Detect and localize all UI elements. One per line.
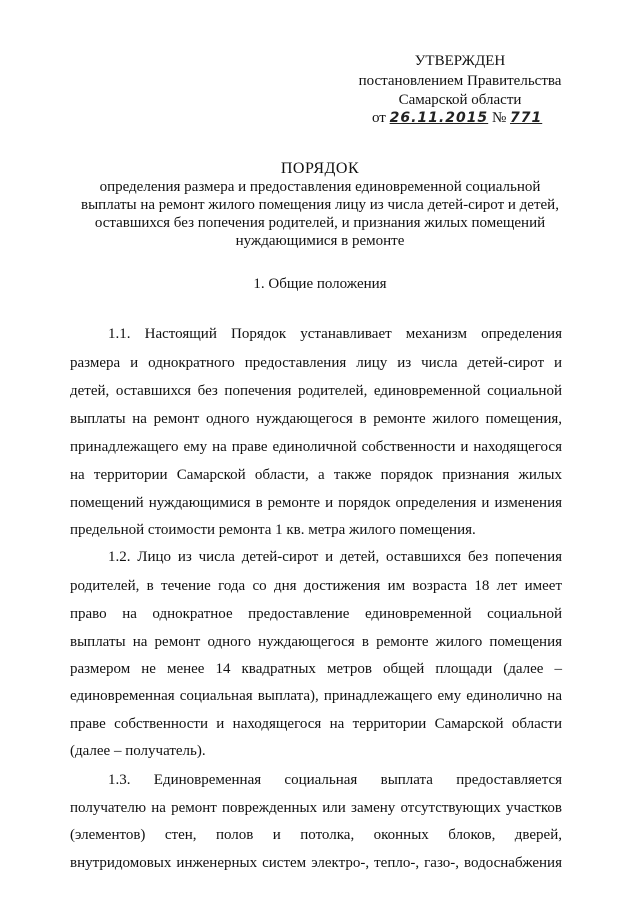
paragraph-line: помещений нуждающимися в ремонте и порядок определения и изменения	[70, 495, 562, 511]
paragraph-line: 1.2. Лицо из числа детей-сирот и детей, оставшихся без попечения	[108, 549, 562, 565]
approval-line-3: Самарской области	[398, 92, 522, 108]
approval-block	[330, 52, 590, 132]
paragraph-line: (далее – получатель).	[70, 743, 206, 759]
paragraph-line: праве собственности и находящегося на территории Самарской области	[70, 716, 562, 732]
paragraph-line: внутридомовых инженерных систем электро-, тепло-, газо-, водоснабжения	[70, 855, 562, 871]
title-line: нуждающимися в ремонте	[235, 233, 405, 249]
paragraph-line: принадлежащего ему на праве единоличной собственности и находящегося	[70, 439, 562, 455]
paragraph-line: детей, оставшихся без попечения родителей, единовременной социальной	[70, 383, 562, 399]
document-title	[60, 160, 580, 250]
section-heading: 1. Общие положения	[253, 276, 387, 292]
number-sign: №	[491, 110, 507, 126]
paragraph-line: выплаты на ремонт одного нуждающегося в ремонте жилого помещения,	[70, 411, 562, 427]
title-line: оставшихся без попечения родителей, и признания жилых помещений	[94, 215, 546, 231]
paragraph-line: выплаты на ремонт одного нуждающегося в ремонте жилого помещения	[70, 634, 562, 650]
paragraph-line: получателю на ремонт поврежденных или замену отсутствующих участков	[70, 800, 562, 816]
date-prefix: от	[372, 110, 386, 126]
paragraph-line: (элементов) стен, полов и потолка, оконных блоков, дверей,	[70, 827, 562, 843]
approval-line-2: постановлением Правительства	[358, 73, 562, 89]
handwritten-number: 771	[510, 110, 543, 126]
approval-heading: УТВЕРЖДЕН	[414, 53, 506, 69]
title-line: выплаты на ремонт жилого помещения лицу из числа детей-сирот и детей,	[81, 197, 559, 213]
paragraph-line: 1.1. Настоящий Порядок устанавливает механизм определения	[108, 326, 562, 342]
paragraph-line: единовременная социальная выплата), принадлежащего ему единолично на	[70, 688, 562, 704]
handwritten-date: 26.11.2015	[389, 110, 489, 126]
paragraph-line: предельной стоимости ремонта 1 кв. метра жилого помещения.	[70, 522, 476, 538]
title-main: ПОРЯДОК	[280, 160, 360, 177]
paragraph-line: размером не менее 14 квадратных метров общей площади (далее –	[70, 661, 562, 677]
paragraph-line: право на однократное предоставление единовременной социальной	[70, 606, 562, 622]
paragraph-line: родителей, в течение года со дня достижения им возраста 18 лет имеет	[70, 578, 562, 594]
paragraph-line: 1.3. Единовременная социальная выплата предоставляется	[108, 772, 562, 788]
paragraph-line: на территории Самарской области, а также порядок признания жилых	[70, 467, 562, 483]
approval-date-line	[372, 109, 542, 128]
title-line: определения размера и предоставления единовременной социальной	[99, 179, 541, 195]
paragraph-line: размера и однократного предоставления лицу из числа детей-сирот и	[70, 355, 562, 371]
